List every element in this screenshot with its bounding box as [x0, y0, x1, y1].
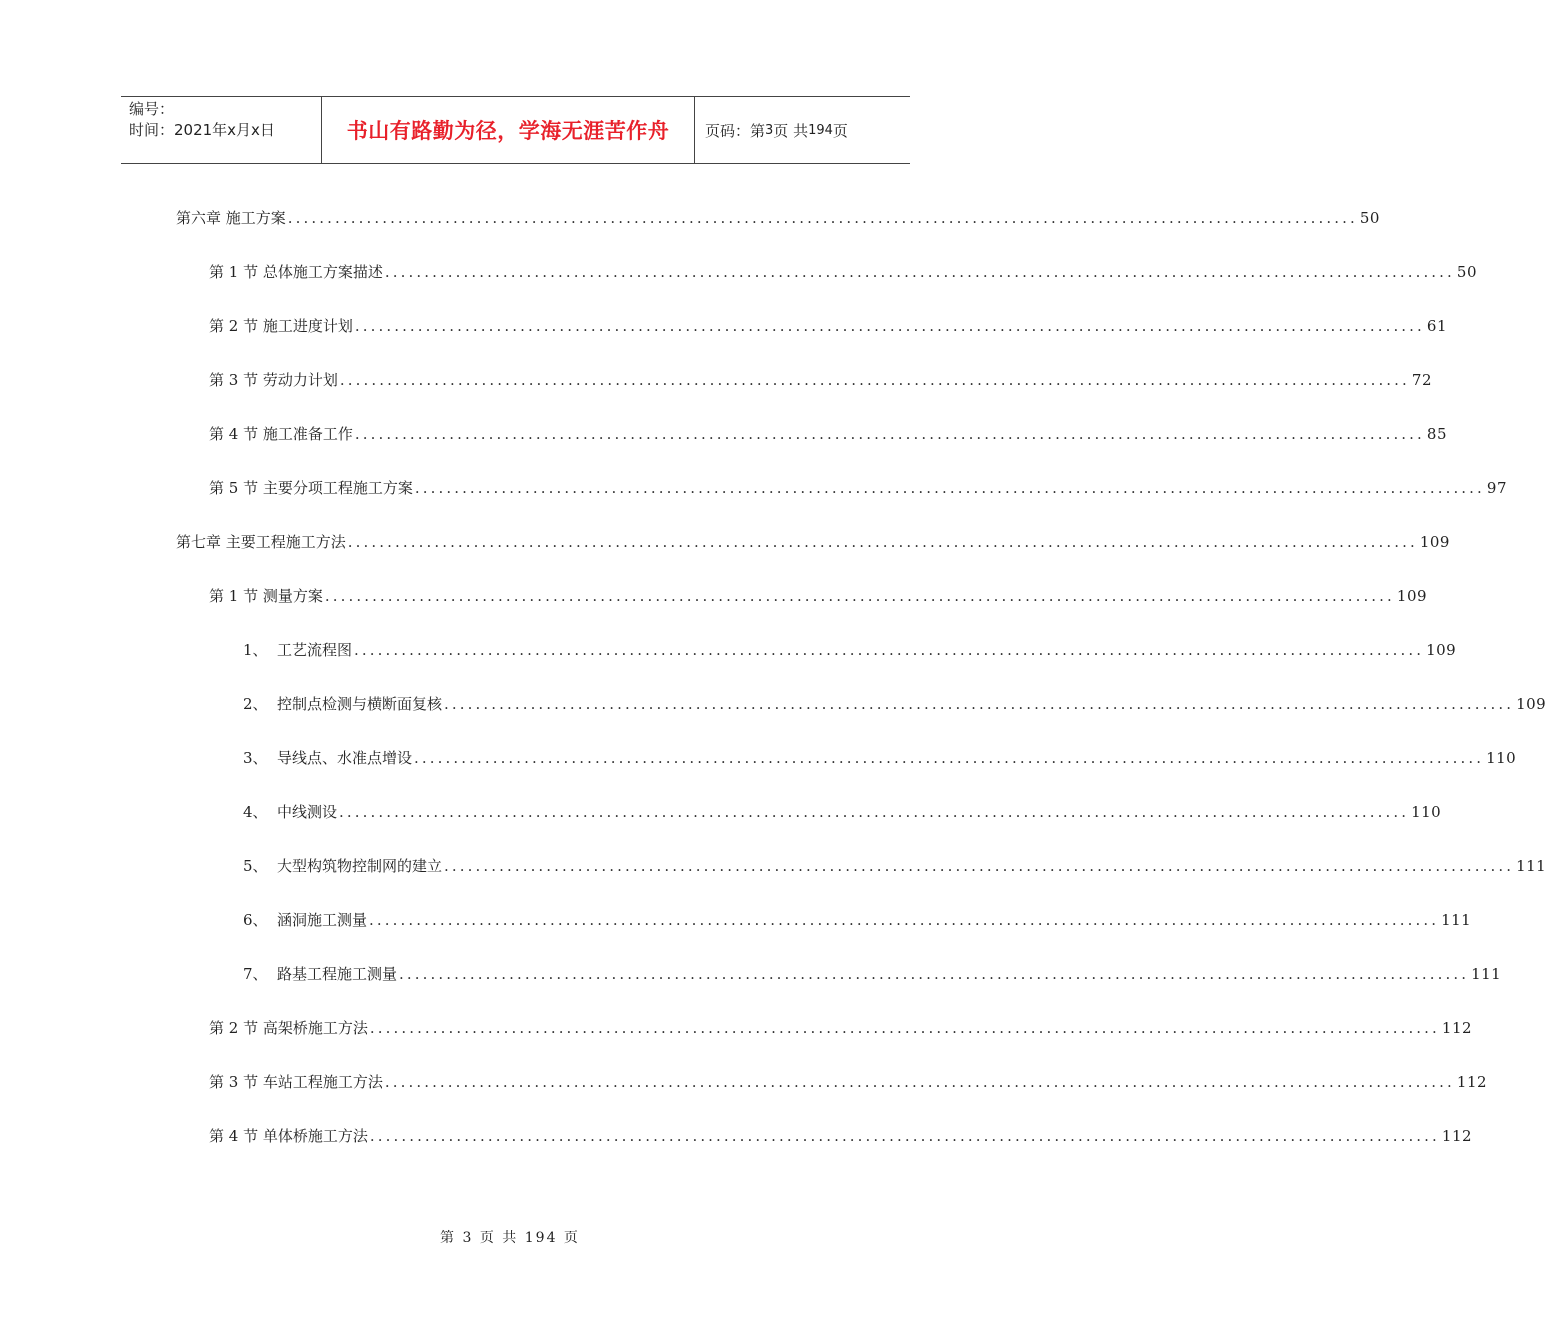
page-header: [121, 96, 910, 164]
toc-entry[interactable]: [209, 258, 1478, 282]
toc-entry[interactable]: [209, 582, 1428, 606]
page-label: 页码：第: [705, 121, 766, 140]
page-total: 194: [808, 122, 833, 138]
toc-leader: ........................................................................................................................................: [354, 641, 1425, 659]
toc-entry[interactable]: [243, 906, 1472, 930]
toc-item-title: 工艺流程图: [277, 641, 353, 659]
toc-label: 第 1 节 总体施工方案描述: [209, 263, 383, 281]
toc-page: 72: [1411, 371, 1433, 389]
toc-label: 第 1 节 测量方案: [209, 587, 323, 605]
toc-entry[interactable]: [243, 798, 1442, 822]
time-text: 时间：2021年x月x日: [129, 121, 275, 139]
toc-page: 110: [1486, 749, 1517, 767]
toc-label: [243, 802, 337, 822]
toc-page: 50: [1456, 263, 1478, 281]
toc-entry[interactable]: [243, 960, 1502, 984]
toc-entry[interactable]: [209, 1122, 1473, 1146]
toc-item-number: 6、: [243, 911, 268, 929]
toc-leader: ........................................................................................................................................: [354, 425, 1425, 443]
toc-label: 第 5 节 主要分项工程施工方案: [209, 479, 413, 497]
toc-leader: ........................................................................................................................................: [324, 587, 1395, 605]
toc-entry[interactable]: [243, 636, 1457, 660]
toc-label: 第 2 节 施工进度计划: [209, 317, 353, 335]
toc-entry[interactable]: [243, 690, 1546, 714]
toc-page: 112: [1456, 1073, 1488, 1091]
toc-item-title: 路基工程施工测量: [277, 965, 398, 983]
toc-entry[interactable]: [176, 204, 1380, 228]
toc-leader: ........................................................................................................................................: [369, 911, 1440, 929]
toc-item-title: 中线测设: [277, 803, 338, 821]
toc-entry[interactable]: [243, 744, 1517, 768]
toc-item-title: 导线点、水准点增设: [277, 749, 413, 767]
toc-item-title: 大型构筑物控制网的建立: [277, 857, 443, 875]
toc-label: 第六章 施工方案: [176, 209, 286, 227]
toc-entry[interactable]: [176, 528, 1450, 552]
toc-item-number: 1、: [243, 641, 268, 659]
toc-page: 111: [1471, 965, 1502, 983]
toc-page: 112: [1441, 1127, 1473, 1145]
toc-page: 109: [1396, 587, 1428, 605]
toc-page: 111: [1441, 911, 1472, 929]
toc-page: 109: [1426, 641, 1457, 659]
page-end: 页: [832, 121, 848, 140]
toc-leader: ........................................................................................................................................: [339, 803, 1410, 821]
toc-leader: ........................................................................................................................................: [444, 857, 1515, 875]
toc-leader: ........................................................................................................................................: [354, 317, 1425, 335]
header-motto: 书山有路勤为径，学海无涯苦作舟: [321, 97, 695, 163]
toc-leader: ........................................................................................................................................: [369, 1127, 1440, 1145]
toc-label: [243, 856, 442, 876]
toc-item-number: 2、: [243, 695, 268, 713]
toc-page: 50: [1359, 209, 1380, 227]
toc-entry[interactable]: [209, 420, 1448, 444]
toc-page: 112: [1441, 1019, 1473, 1037]
toc-label: 第 3 节 劳动力计划: [209, 371, 338, 389]
toc-page: 109: [1419, 533, 1450, 551]
toc-label: [243, 910, 367, 930]
toc-leader: ........................................................................................................................................: [399, 965, 1470, 983]
toc-label: 第七章 主要工程施工方法: [176, 533, 346, 551]
toc-label: 第 4 节 施工准备工作: [209, 425, 353, 443]
toc-leader: ........................................................................................................................................: [369, 1019, 1440, 1037]
toc-entry[interactable]: [243, 852, 1546, 876]
toc-item-number: 3、: [243, 749, 268, 767]
toc-item-number: 5、: [243, 857, 268, 875]
toc-item-number: 7、: [243, 965, 268, 983]
toc-leader: ........................................................................................................................................: [414, 479, 1485, 497]
header-meta: [121, 97, 321, 163]
toc-label: 第 4 节 单体桥施工方法: [209, 1127, 368, 1145]
toc-page: 97: [1486, 479, 1508, 497]
toc-label: [243, 964, 397, 984]
toc-page: 85: [1426, 425, 1448, 443]
toc-entry[interactable]: [209, 312, 1448, 336]
header-page-info: [695, 97, 910, 163]
toc-item-title: 控制点检测与横断面复核: [277, 695, 443, 713]
toc-leader: ........................................................................................................................................: [384, 1073, 1455, 1091]
toc-label: 第 2 节 高架桥施工方法: [209, 1019, 368, 1037]
toc-entry[interactable]: [209, 474, 1508, 498]
toc-entry[interactable]: [209, 1014, 1473, 1038]
toc-entry[interactable]: [209, 1068, 1488, 1092]
toc-page: 61: [1426, 317, 1448, 335]
toc-item-title: 涵洞施工测量: [277, 911, 368, 929]
toc-leader: ........................................................................................................................................: [414, 749, 1485, 767]
toc-leader: ........................................................................................................................................: [444, 695, 1515, 713]
toc-leader: ........................................................................................................................................: [287, 209, 1358, 227]
toc-item-number: 4、: [243, 803, 268, 821]
page-number: 3: [765, 122, 774, 138]
toc-page: 109: [1516, 695, 1546, 713]
toc-leader: ........................................................................................................................................: [384, 263, 1455, 281]
toc-leader: ........................................................................................................................................: [339, 371, 1410, 389]
toc-label: [243, 640, 352, 660]
toc-label: [243, 694, 442, 714]
toc-label: 第 3 节 车站工程施工方法: [209, 1073, 383, 1091]
serial-label: 编号：: [129, 100, 175, 118]
toc-entry[interactable]: [209, 366, 1433, 390]
toc-label: [243, 748, 412, 768]
toc-leader: ........................................................................................................................................: [347, 533, 1418, 551]
page-mid: 页 共: [773, 121, 809, 140]
toc-page: 110: [1411, 803, 1442, 821]
toc-page: 111: [1516, 857, 1546, 875]
page-footer: 第 3 页 共 194 页: [440, 1230, 580, 1246]
